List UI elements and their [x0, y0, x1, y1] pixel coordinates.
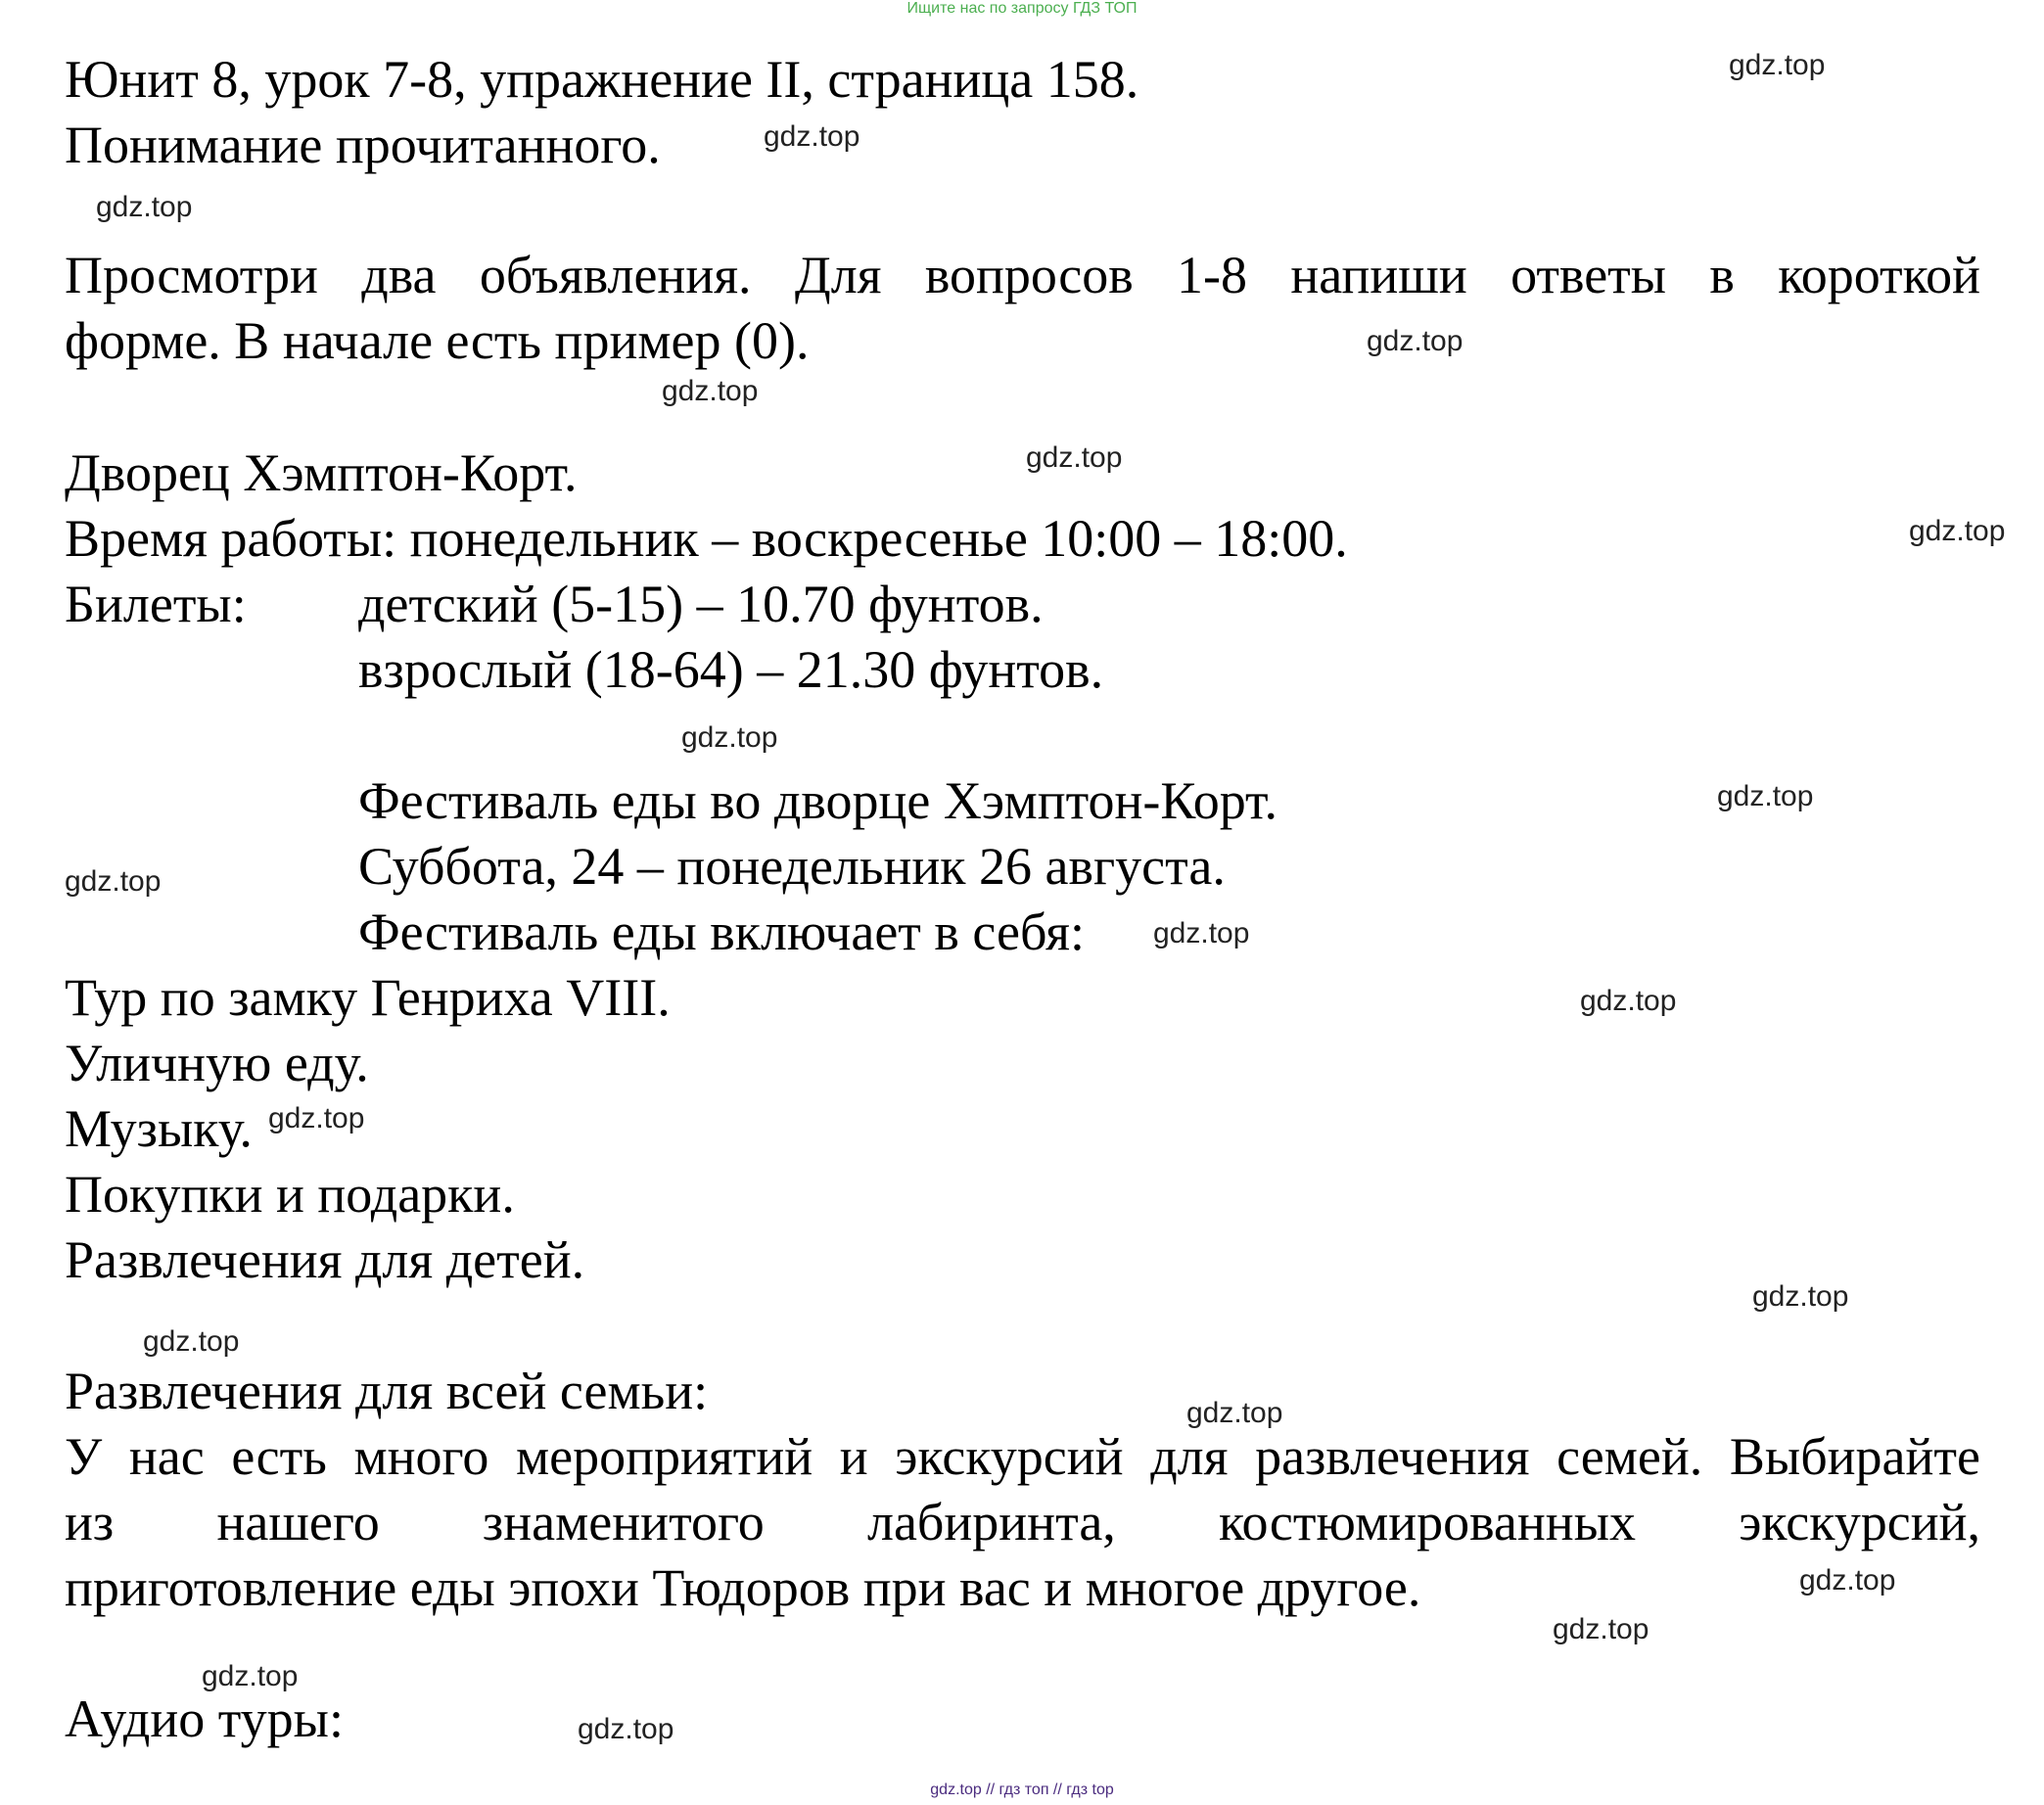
task-line-2: форме. В начале есть пример (0). — [65, 311, 810, 370]
watermark: gdz.top — [1553, 1613, 1649, 1645]
section-subtitle: Понимание прочитанного. — [65, 116, 661, 174]
watermark: gdz.top — [578, 1713, 674, 1745]
list-item: Тур по замку Генриха VIII. — [65, 968, 671, 1027]
watermark: gdz.top — [1909, 515, 2006, 547]
ticket-child: детский (5-15) – 10.70 фунтов. — [358, 575, 1044, 633]
family-heading: Развлечения для всей семьи: — [65, 1362, 709, 1420]
watermark: gdz.top — [662, 375, 759, 407]
watermark: gdz.top — [1186, 1397, 1283, 1429]
ad2-includes: Фестиваль еды включает в себя: — [358, 902, 1085, 961]
watermark: gdz.top — [143, 1325, 240, 1358]
watermark: gdz.top — [764, 120, 860, 153]
watermark: gdz.top — [202, 1660, 299, 1692]
ad2-title: Фестиваль еды во дворце Хэмптон-Корт. — [358, 771, 1278, 830]
top-banner: Ищите нас по запросу ГДЗ ТОП — [906, 0, 1138, 17]
audio-heading: Аудио туры: — [65, 1689, 344, 1748]
watermark: gdz.top — [1153, 917, 1250, 949]
task-line-1: Просмотри два объявления. Для вопросов 1-8 напиши ответы в короткой — [65, 246, 1980, 304]
tickets-label: Билеты: — [65, 575, 247, 633]
watermark: gdz.top — [1752, 1280, 1849, 1313]
list-item: Развлечения для детей. — [65, 1230, 585, 1289]
watermark: gdz.top — [1729, 49, 1826, 81]
ad2-dates: Суббота, 24 – понедельник 26 августа. — [358, 837, 1226, 896]
watermark: gdz.top — [1799, 1564, 1896, 1597]
footer: gdz.top // гдз топ // гдз top — [930, 1782, 1114, 1798]
ad1-title: Дворец Хэмптон-Корт. — [65, 443, 578, 502]
ad1-hours: Время работы: понедельник – воскресенье 10:00 – 18:00. — [65, 509, 1348, 568]
list-item: Музыку. — [65, 1099, 253, 1158]
watermark: gdz.top — [96, 191, 193, 223]
family-line-3: приготовление еды эпохи Тюдоров при вас и многое другое. — [65, 1558, 1421, 1617]
family-line-2: из нашего знаменитого лабиринта, костюмированных экскурсий, — [65, 1493, 1980, 1551]
watermark: gdz.top — [1026, 441, 1123, 474]
page-title: Юнит 8, урок 7-8, упражнение II, страница 158. — [65, 50, 1139, 109]
watermark: gdz.top — [681, 721, 778, 754]
list-item: Покупки и подарки. — [65, 1165, 515, 1224]
ticket-adult: взрослый (18-64) – 21.30 фунтов. — [358, 640, 1104, 699]
watermark: gdz.top — [1580, 985, 1677, 1017]
watermark: gdz.top — [65, 865, 162, 898]
family-line-1: У нас есть много мероприятий и экскурсий для развлечения семей. Выбирайте — [65, 1427, 1980, 1486]
watermark: gdz.top — [268, 1102, 365, 1134]
watermark: gdz.top — [1717, 780, 1814, 812]
watermark: gdz.top — [1367, 325, 1463, 357]
list-item: Уличную еду. — [65, 1034, 369, 1092]
